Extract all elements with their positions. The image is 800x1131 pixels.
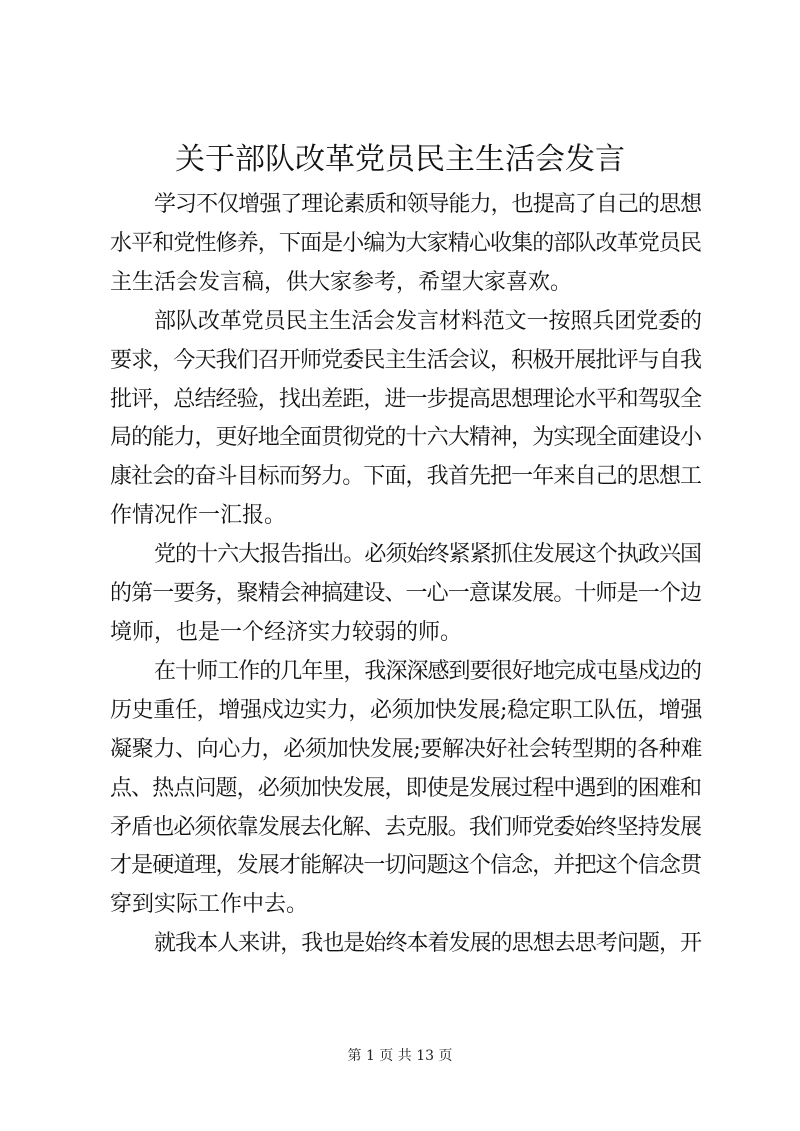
paragraph-line: 在十师工作的几年里，我深深感到要很好地完成屯垦戍边的: [154, 658, 702, 684]
page-footer: 第 1 页 共 13 页: [347, 1048, 453, 1064]
paragraph-line: 主生活会发言稿，供大家参考，希望大家喜欢。: [110, 269, 573, 295]
paragraph-line: 就我本人来讲，我也是始终本着发展的思想去思考问题，开: [154, 931, 702, 957]
paragraph-line: 康社会的奋斗目标而努力。下面，我首先把一年来自己的思想工: [110, 464, 702, 490]
paragraph-line: 的第一要务，聚精会神搞建设、一心一意谋发展。十师是一个边: [110, 581, 702, 607]
paragraph-line: 要求，今天我们召开师党委民主生活会议，积极开展批评与自我: [110, 347, 702, 373]
paragraph-line: 点、热点问题，必须加快发展，即使是发展过程中遇到的困难和: [110, 775, 702, 801]
paragraph-4: [110, 653, 702, 925]
paragraph-line: 批评，总结经验，找出差距，进一步提高思想理论水平和驾驭全: [110, 386, 702, 412]
paragraph-5: [110, 925, 702, 964]
paragraph-line: 部队改革党员民主生活会发言材料范文一按照兵团党委的: [154, 308, 702, 334]
document-body: [110, 186, 702, 964]
paragraph-line: 境师，也是一个经济实力较弱的师。: [110, 619, 463, 645]
document-title: 关于部队改革党员民主生活会发言: [175, 142, 625, 177]
paragraph-line: 历史重任，增强戍边实力，必须加快发展;稳定职工队伍，增强: [110, 697, 703, 723]
paragraph-line: 党的十六大报告指出。必须始终紧紧抓住发展这个执政兴国: [154, 542, 702, 568]
paragraph-line: 学习不仅增强了理论素质和领导能力，也提高了自己的思想: [154, 192, 702, 217]
paragraph-line: 作情况作一汇报。: [110, 503, 287, 529]
paragraph-line: 穿到实际工作中去。: [110, 892, 309, 918]
paragraph-line: 局的能力，更好地全面贯彻党的十六大精神，为实现全面建设小: [110, 425, 702, 451]
paragraph-line: 矛盾也必须依靠发展去化解、去克服。我们师党委始终坚持发展: [110, 814, 702, 840]
paragraph-2: [110, 303, 702, 536]
paragraph-3: [110, 536, 702, 653]
paragraph-1: [110, 186, 702, 303]
paragraph-line: 水平和党性修养，下面是小编为大家精心收集的部队改革党员民: [110, 230, 702, 256]
paragraph-line: 凝聚力、向心力，必须加快发展;要解决好社会转型期的各种难: [110, 736, 703, 762]
paragraph-line: 才是硬道理，发展才能解决一切问题这个信念，并把这个信念贯: [110, 853, 702, 879]
